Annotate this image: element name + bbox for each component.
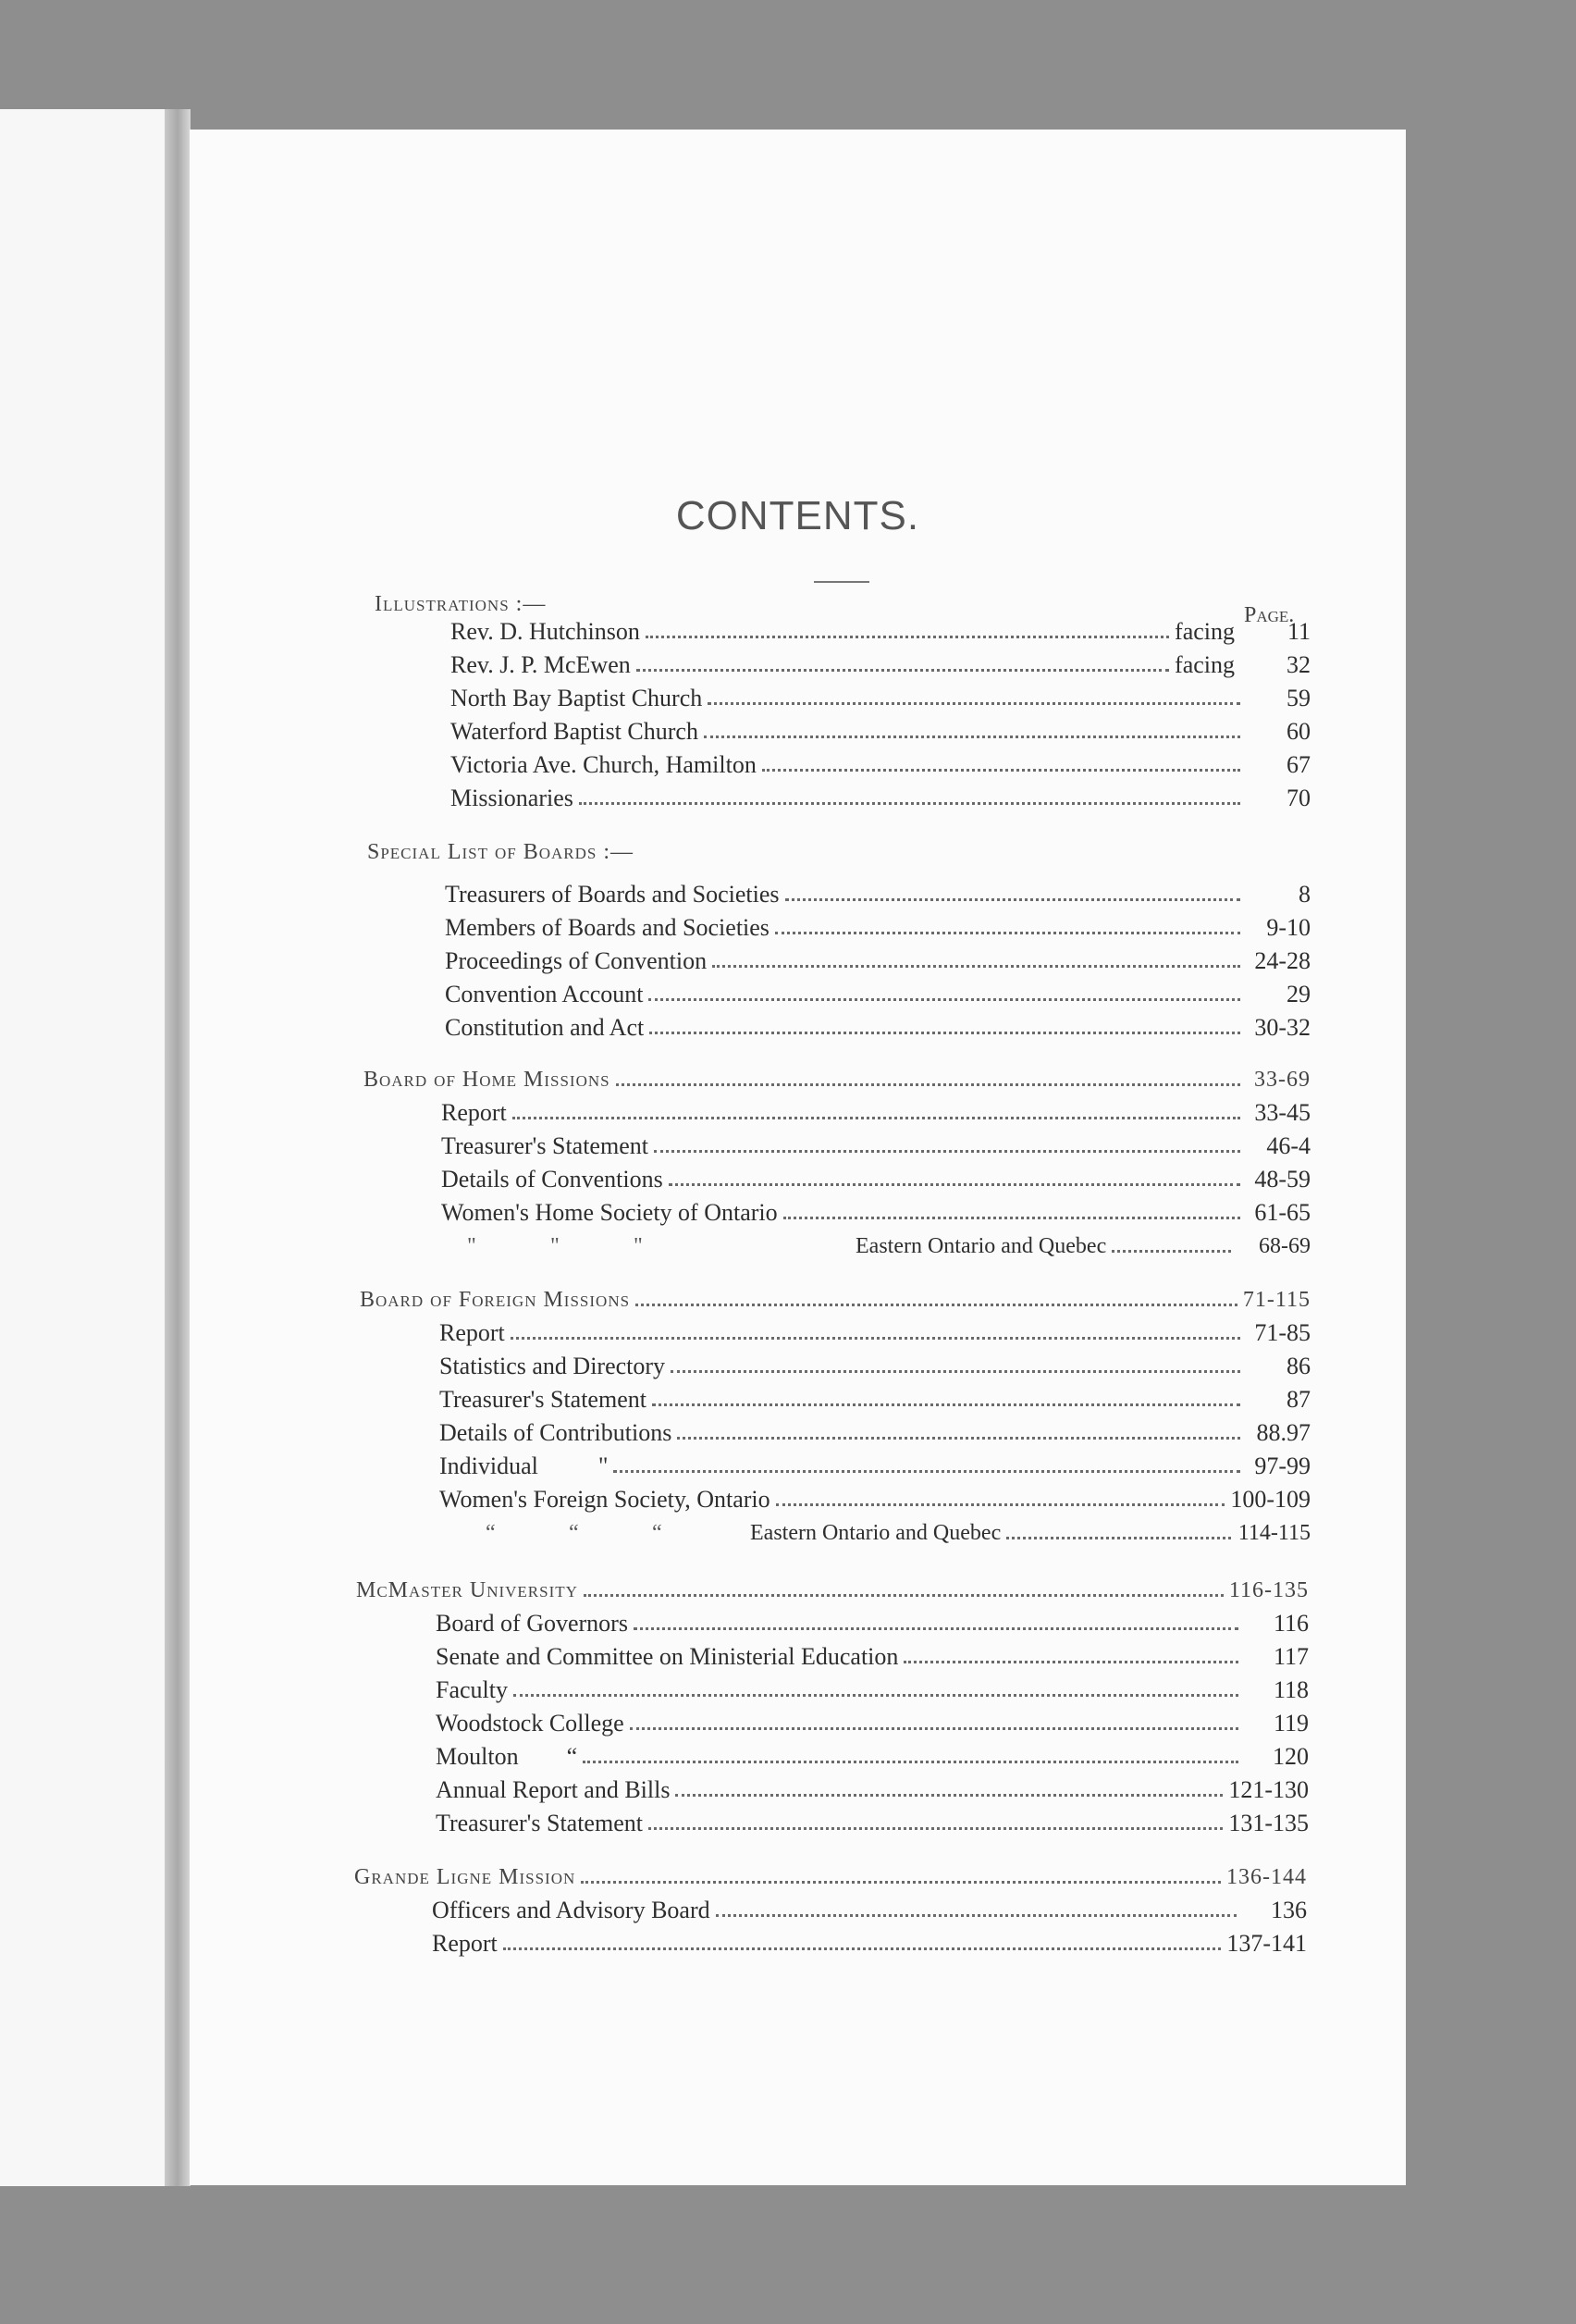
entry-label: Constitution and Act <box>445 1014 645 1041</box>
entry-page: 120 <box>1273 1743 1309 1770</box>
leader-dots <box>712 965 1240 968</box>
entry-page: 46-4 <box>1266 1132 1311 1159</box>
entry-page: 87 <box>1287 1386 1311 1413</box>
ditto-marks <box>486 1519 750 1547</box>
page-column-header: Page. <box>1244 603 1295 627</box>
entry-page: 48-59 <box>1254 1166 1311 1193</box>
entry-page: 116-135 <box>1228 1578 1309 1602</box>
leader-dots <box>704 736 1240 738</box>
entry-label: Officers and Advisory Board <box>432 1897 710 1923</box>
toc-entry[interactable] <box>450 718 1311 746</box>
entry-label: Women's Foreign Society, Ontario <box>439 1486 770 1513</box>
entry-label: Statistics and Directory <box>439 1353 666 1379</box>
entry-page: 32 <box>1287 651 1311 678</box>
toc-entry[interactable] <box>436 1610 1309 1638</box>
entry-label: Treasurer's Statement <box>441 1132 648 1159</box>
ditto-mark: “ <box>652 1521 662 1545</box>
leader-dots <box>512 1117 1240 1119</box>
entry-label: Waterford Baptist Church <box>450 718 698 745</box>
entry-label: Report <box>432 1930 498 1957</box>
leader-dots <box>613 1470 1240 1473</box>
entry-label: Rev. J. P. McEwen <box>450 651 631 678</box>
entry-label: Details of Conventions <box>441 1166 663 1193</box>
leader-dots <box>649 1032 1240 1034</box>
leader-dots <box>583 1761 1238 1763</box>
entry-page: 116 <box>1273 1610 1309 1637</box>
leader-dots <box>581 1881 1221 1884</box>
leader-dots <box>503 1947 1222 1950</box>
toc-entry[interactable] <box>432 1930 1307 1958</box>
toc-entry[interactable] <box>450 618 1311 646</box>
ditto-mark: " <box>550 1234 560 1258</box>
leader-dots <box>636 669 1169 672</box>
section-heading-grande-ligne[interactable] <box>354 1863 1307 1891</box>
toc-entry[interactable] <box>436 1643 1309 1671</box>
toc-entry[interactable] <box>441 1166 1311 1193</box>
leader-dots <box>671 1370 1240 1373</box>
entry-label: Faculty <box>436 1676 508 1703</box>
leader-dots <box>785 898 1240 901</box>
toc-entry[interactable] <box>450 685 1311 712</box>
entry-page: 136 <box>1271 1897 1307 1923</box>
leader-dots <box>1112 1250 1231 1253</box>
leader-dots <box>648 998 1240 1001</box>
entry-page: 121-130 <box>1228 1776 1309 1803</box>
leader-dots <box>762 769 1240 772</box>
leader-dots <box>654 1150 1240 1153</box>
toc-entry[interactable] <box>436 1743 1309 1771</box>
entry-page: 117 <box>1273 1643 1309 1670</box>
toc-entry[interactable] <box>450 651 1311 679</box>
entry-label: Grande Ligne Mission <box>354 1865 576 1889</box>
entry-page: 118 <box>1273 1676 1309 1703</box>
toc-entry[interactable] <box>441 1099 1311 1127</box>
entry-suffix: facing <box>1175 618 1235 645</box>
toc-entry[interactable] <box>432 1897 1307 1924</box>
toc-entry-ditto[interactable] <box>467 1232 1311 1260</box>
toc-entry[interactable] <box>450 785 1311 812</box>
leader-dots <box>1006 1537 1231 1539</box>
entry-page: 68-69 <box>1259 1234 1311 1258</box>
toc-entry[interactable] <box>439 1353 1311 1380</box>
toc-entry[interactable] <box>445 914 1311 942</box>
leader-dots <box>511 1337 1240 1340</box>
entry-label: Annual Report and Bills <box>436 1776 671 1803</box>
entry-page: 30-32 <box>1254 1014 1311 1041</box>
entry-page: 29 <box>1287 981 1311 1007</box>
toc-entry[interactable] <box>439 1452 1311 1480</box>
ditto-mark: " <box>467 1234 476 1258</box>
contents-page <box>190 130 1406 2185</box>
entry-label: Victoria Ave. Church, Hamilton <box>450 751 757 778</box>
entry-label: Missionaries <box>450 785 573 811</box>
toc-entry[interactable] <box>445 881 1311 909</box>
leader-dots <box>904 1661 1238 1663</box>
toc-entry[interactable] <box>439 1486 1311 1514</box>
leader-dots <box>513 1694 1238 1697</box>
leader-dots <box>635 1304 1237 1306</box>
entry-page: 11 <box>1287 618 1311 645</box>
leader-dots <box>716 1914 1237 1917</box>
leader-dots <box>675 1794 1223 1797</box>
leader-dots <box>630 1727 1238 1730</box>
entry-label: Treasurer's Statement <box>436 1810 643 1836</box>
leader-dots <box>677 1437 1240 1440</box>
entry-label: Moulton “ <box>436 1743 578 1770</box>
toc-entry[interactable] <box>436 1776 1309 1804</box>
ditto-mark: " <box>634 1234 643 1258</box>
section-heading-illustrations: Illustrations :— <box>375 592 547 616</box>
toc-entry-ditto[interactable] <box>486 1519 1311 1547</box>
entry-page: 86 <box>1287 1353 1311 1379</box>
leader-dots <box>783 1217 1240 1219</box>
leader-dots <box>616 1083 1240 1086</box>
entry-page: 97-99 <box>1254 1452 1311 1479</box>
entry-page: 61-65 <box>1254 1199 1311 1226</box>
entry-page: 33-69 <box>1254 1068 1311 1092</box>
entry-label: Eastern Ontario and Quebec <box>750 1521 1002 1545</box>
toc-entry[interactable] <box>439 1386 1311 1414</box>
book-gutter <box>165 109 191 2186</box>
entry-label: Convention Account <box>445 981 644 1007</box>
toc-entry[interactable] <box>441 1199 1311 1227</box>
ditto-mark: “ <box>569 1521 579 1545</box>
entry-page: 119 <box>1273 1710 1309 1737</box>
entry-page: 136-144 <box>1226 1865 1307 1889</box>
section-heading-special-list: Special List of Boards :— <box>367 840 634 864</box>
entry-page: 60 <box>1287 718 1311 745</box>
toc-entry[interactable] <box>445 981 1311 1008</box>
entry-label: Senate and Committee on Ministerial Education <box>436 1643 899 1670</box>
ditto-mark: “ <box>486 1521 496 1545</box>
leader-dots <box>708 702 1240 705</box>
leader-dots <box>652 1403 1240 1406</box>
entry-page: 9-10 <box>1266 914 1311 941</box>
entry-page: 114-115 <box>1237 1521 1311 1545</box>
entry-label: Report <box>439 1319 505 1346</box>
toc-entry[interactable] <box>439 1319 1311 1347</box>
entry-label: Details of Contributions <box>439 1419 672 1446</box>
entry-page: 59 <box>1287 685 1311 711</box>
facing-page-edge <box>0 109 190 2186</box>
entry-label: Individual " <box>439 1452 609 1479</box>
leader-dots <box>775 932 1240 934</box>
entry-label: Members of Boards and Societies <box>445 914 770 941</box>
toc-entry[interactable] <box>450 751 1311 779</box>
page-title: CONTENTS. <box>675 493 920 538</box>
entry-page: 137-141 <box>1226 1930 1307 1957</box>
entry-page: 88.97 <box>1256 1419 1311 1446</box>
leader-dots <box>776 1503 1225 1506</box>
entry-label: Board of Foreign Missions <box>360 1288 631 1312</box>
section-heading-foreign-missions[interactable] <box>360 1286 1311 1314</box>
entry-page: 8 <box>1299 881 1311 908</box>
entry-label: Report <box>441 1099 507 1126</box>
entry-label: Woodstock College <box>436 1710 624 1737</box>
entry-label: Treasurers of Boards and Societies <box>445 881 780 908</box>
leader-dots <box>634 1627 1238 1630</box>
entry-label: McMaster University <box>356 1578 578 1602</box>
entry-label: Women's Home Society of Ontario <box>441 1199 778 1226</box>
toc-entry[interactable] <box>436 1676 1309 1704</box>
toc-entry[interactable] <box>445 947 1311 975</box>
leader-dots <box>648 1827 1223 1830</box>
leader-dots <box>584 1594 1224 1597</box>
toc-entry[interactable] <box>445 1014 1311 1042</box>
toc-entry[interactable] <box>439 1419 1311 1447</box>
entry-page: 67 <box>1287 751 1311 778</box>
entry-label: Proceedings of Convention <box>445 947 708 974</box>
toc-entry[interactable] <box>441 1132 1311 1160</box>
leader-dots <box>579 802 1240 805</box>
entry-label: Board of Home Missions <box>363 1068 610 1092</box>
entry-suffix: facing <box>1175 651 1235 678</box>
ditto-marks <box>467 1232 856 1260</box>
entry-page: 24-28 <box>1254 947 1311 974</box>
entry-page: 70 <box>1287 785 1311 811</box>
title-rule <box>814 581 869 583</box>
section-heading-mcmaster[interactable] <box>356 1576 1309 1604</box>
entry-label: Eastern Ontario and Quebec <box>856 1234 1107 1258</box>
entry-page: 71-85 <box>1254 1319 1311 1346</box>
toc-entry[interactable] <box>436 1810 1309 1837</box>
toc-entry[interactable] <box>436 1710 1309 1737</box>
entry-page: 33-45 <box>1254 1099 1311 1126</box>
entry-label: Treasurer's Statement <box>439 1386 646 1413</box>
leader-dots <box>669 1183 1240 1186</box>
entry-label: Rev. D. Hutchinson <box>450 618 640 645</box>
entry-page: 131-135 <box>1228 1810 1309 1836</box>
entry-label: Board of Governors <box>436 1610 628 1637</box>
entry-page: 71-115 <box>1242 1288 1311 1312</box>
section-heading-home-missions[interactable] <box>363 1066 1311 1094</box>
entry-page: 100-109 <box>1230 1486 1311 1513</box>
entry-label: North Bay Baptist Church <box>450 685 703 711</box>
leader-dots <box>646 636 1169 638</box>
